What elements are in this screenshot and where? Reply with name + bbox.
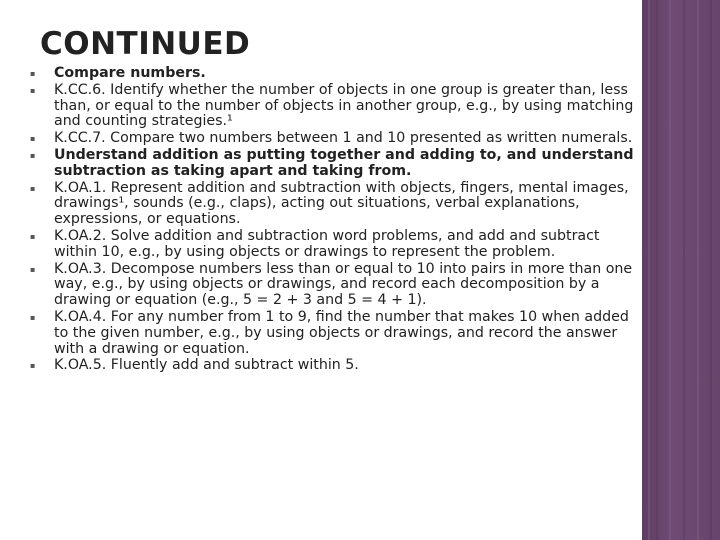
bullet-item-3 bbox=[30, 131, 640, 147]
bullet-marker-icon: ▪ bbox=[30, 361, 36, 371]
bullet-marker-icon: ▪ bbox=[30, 150, 36, 160]
decorative-side-band bbox=[642, 0, 720, 540]
bullet-text: Understand addition as putting together and adding to, and understand subtraction as taking apart and taking from. bbox=[54, 146, 634, 179]
bullet-text: K.OA.5. Fluently add and subtract within 5. bbox=[54, 357, 359, 374]
bullet-marker-icon: ▪ bbox=[30, 69, 36, 78]
bullet-item-8 bbox=[30, 310, 640, 357]
band-stripe bbox=[683, 0, 685, 540]
band-stripe bbox=[656, 0, 658, 540]
bullet-item-7 bbox=[30, 262, 640, 309]
bullet-marker-icon: ▪ bbox=[30, 134, 36, 144]
bullet-text: K.CC.7. Compare two numbers between 1 and 10 presented as written numerals. bbox=[54, 130, 633, 147]
bullet-text: K.OA.3. Decompose numbers less than or equal to 10 into pairs in more than one way, e.g., by using objects or drawings, and record each decomposition by a drawing or equation (e.g., 5 = 2 + 3 and 5 = 4 + 1). bbox=[54, 260, 633, 309]
bullet-text: K.OA.1. Represent addition and subtraction with objects, fingers, mental images, drawings¹, sounds (e.g., claps), acting out situations, verbal explanations, expressions, or equations. bbox=[54, 179, 629, 228]
bullet-item-4 bbox=[30, 148, 640, 180]
band-stripe bbox=[697, 0, 699, 540]
bullet-text: Compare numbers. bbox=[54, 65, 206, 81]
bullet-marker-icon: ▪ bbox=[30, 312, 36, 322]
bullet-item-1 bbox=[30, 66, 640, 82]
band-stripe bbox=[710, 0, 712, 540]
bullet-text: K.OA.4. For any number from 1 to 9, find the number that makes 10 when added to the given number, e.g., by using objects or drawings, and record the answer with a drawing or equation. bbox=[54, 308, 629, 357]
bullet-item-9 bbox=[30, 358, 640, 374]
bullet-text: K.CC.6. Identify whether the number of objects in one group is greater than, less than, or equal to the number of objects in another group, e.g., by using matching and counting strategies.¹ bbox=[54, 81, 634, 130]
bullet-item-5 bbox=[30, 181, 640, 228]
bullet-marker-icon: ▪ bbox=[30, 183, 36, 193]
bullet-text: K.OA.2. Solve addition and subtraction word problems, and add and subtract within 10, e.g., by using objects or drawings to represent the problem. bbox=[54, 227, 600, 260]
bullet-marker-icon: ▪ bbox=[30, 264, 36, 274]
bullet-item-2 bbox=[30, 83, 640, 130]
band-stripe bbox=[648, 0, 650, 540]
band-stripe bbox=[669, 0, 671, 540]
bullet-item-6 bbox=[30, 229, 640, 261]
slide-title: CONTINUED bbox=[40, 26, 251, 62]
bullet-list bbox=[30, 66, 640, 375]
bullet-marker-icon: ▪ bbox=[30, 85, 36, 95]
bullet-marker-icon: ▪ bbox=[30, 231, 36, 241]
